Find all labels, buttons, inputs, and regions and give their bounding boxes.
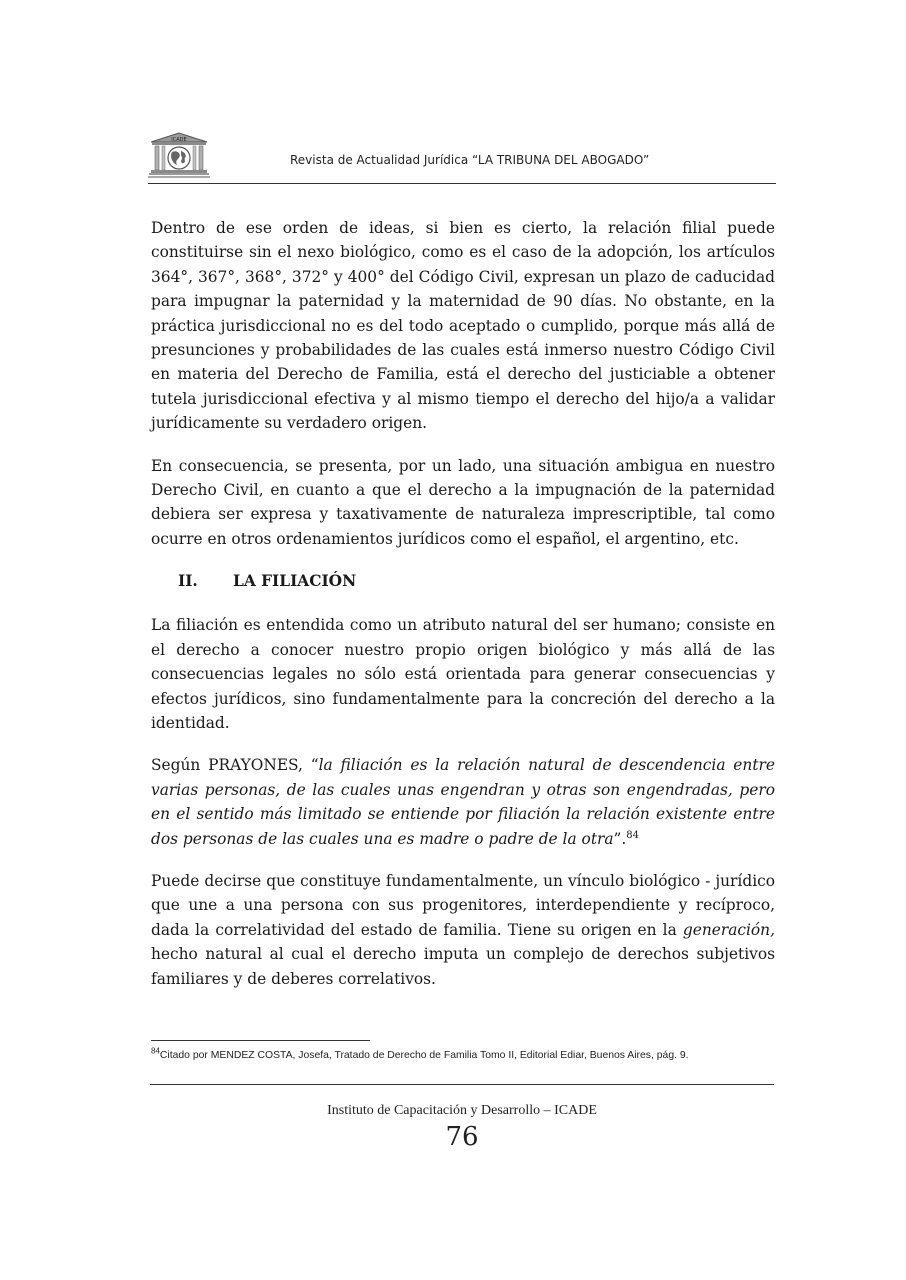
footnote: [151, 1046, 775, 1061]
footnote-text: Citado por MENDEZ COSTA, Josefa, Tratado de Derecho de Familia Tomo II, Editorial Ediar, Buenos Aires, pág. 9.: [159, 1050, 689, 1061]
paragraph: En consecuencia, se presenta, por un lado, una situación ambigua en nuestro Derecho Civil, en cuanto a que el derecho a la impugnación de la paternidad debiera ser expresa y taxativamente de naturaleza imprescriptible, tal como ocurre en otros ordenamientos jurídicos como el español, el argentino, etc.: [151, 456, 775, 548]
footer-institution: Instituto de Capacitación y Desarrollo – ICADE: [327, 1103, 597, 1118]
footnote-divider: [151, 1040, 370, 1041]
page-number: 76: [445, 1122, 479, 1152]
paragraph: Dentro de ese orden de ideas, si bien es cierto, la relación filial puede constituirse sin el nexo biológico, como es el caso de la adopción, los artículos 364°, 367°, 368°, 372° y 400° del Código Civil, expresan un plazo de caducidad para impugnar la paternidad y la maternidad de 90 días. No obstante, en la práctica jurisdiccional no es del todo aceptado o cumplido, porque más allá de presunciones y probabilidades de las cuales está inmerso nuestro Código Civil en materia del Derecho de Familia, está el derecho del justiciable a obtener tutela jurisdiccional efectiva y al mismo tiempo el derecho del hijo/a a validar jurídicamente su verdadero origen.: [151, 219, 775, 433]
journal-title: Revista de Actualidad Jurídica “LA TRIBUNA DEL ABOGADO”: [290, 153, 650, 167]
paragraph-text: Puede decirse que constituye fundamentalmente, un vínculo biológico - jurídico que une a una persona con sus progenitores, interdependiente y recíproco, dada la correlatividad del estado de familia. Tiene su origen en la: [151, 871, 775, 939]
quote-text: la filiación es la relación natural de descendencia entre varias personas, de las cuales unas engendran y otras son engendradas, pero en el sentido más limitado se entiende por filiación la relación existente entre dos personas de las cuales una es madre o padre de la otra: [151, 756, 775, 848]
logo-text: ICADE: [171, 137, 187, 143]
footnote-number: 84: [151, 1046, 160, 1056]
paragraph-text: hecho natural al cual el derecho imputa un complejo de derechos subjetivos familiares y de deberes correlativos.: [151, 945, 775, 988]
paragraph: La filiación es entendida como un atributo natural del ser humano; consiste en el derecho a conocer nuestro propio origen biológico y más allá de las consecuencias legales no sólo está orientada para generar consecuencias y efectos jurídicos, sino fundamentalmente para la concreción del derecho a la identidad.: [151, 616, 775, 732]
header-divider: [148, 183, 776, 184]
quote-paragraph: [151, 753, 775, 851]
paragraph: [151, 869, 775, 991]
section-number: II.: [178, 572, 198, 591]
footer-divider: [150, 1084, 774, 1085]
icade-logo-icon: [148, 132, 210, 180]
section-heading: [151, 569, 775, 593]
section-title: LA FILIACIÓN: [233, 572, 357, 591]
page-header: [148, 132, 776, 185]
quote-lead: Según PRAYONES, “: [151, 756, 319, 775]
article-body: [151, 216, 775, 1009]
emphasis-text: generación,: [682, 920, 775, 939]
footnote-ref: 84: [626, 829, 640, 841]
quote-tail: ”.: [613, 829, 627, 848]
